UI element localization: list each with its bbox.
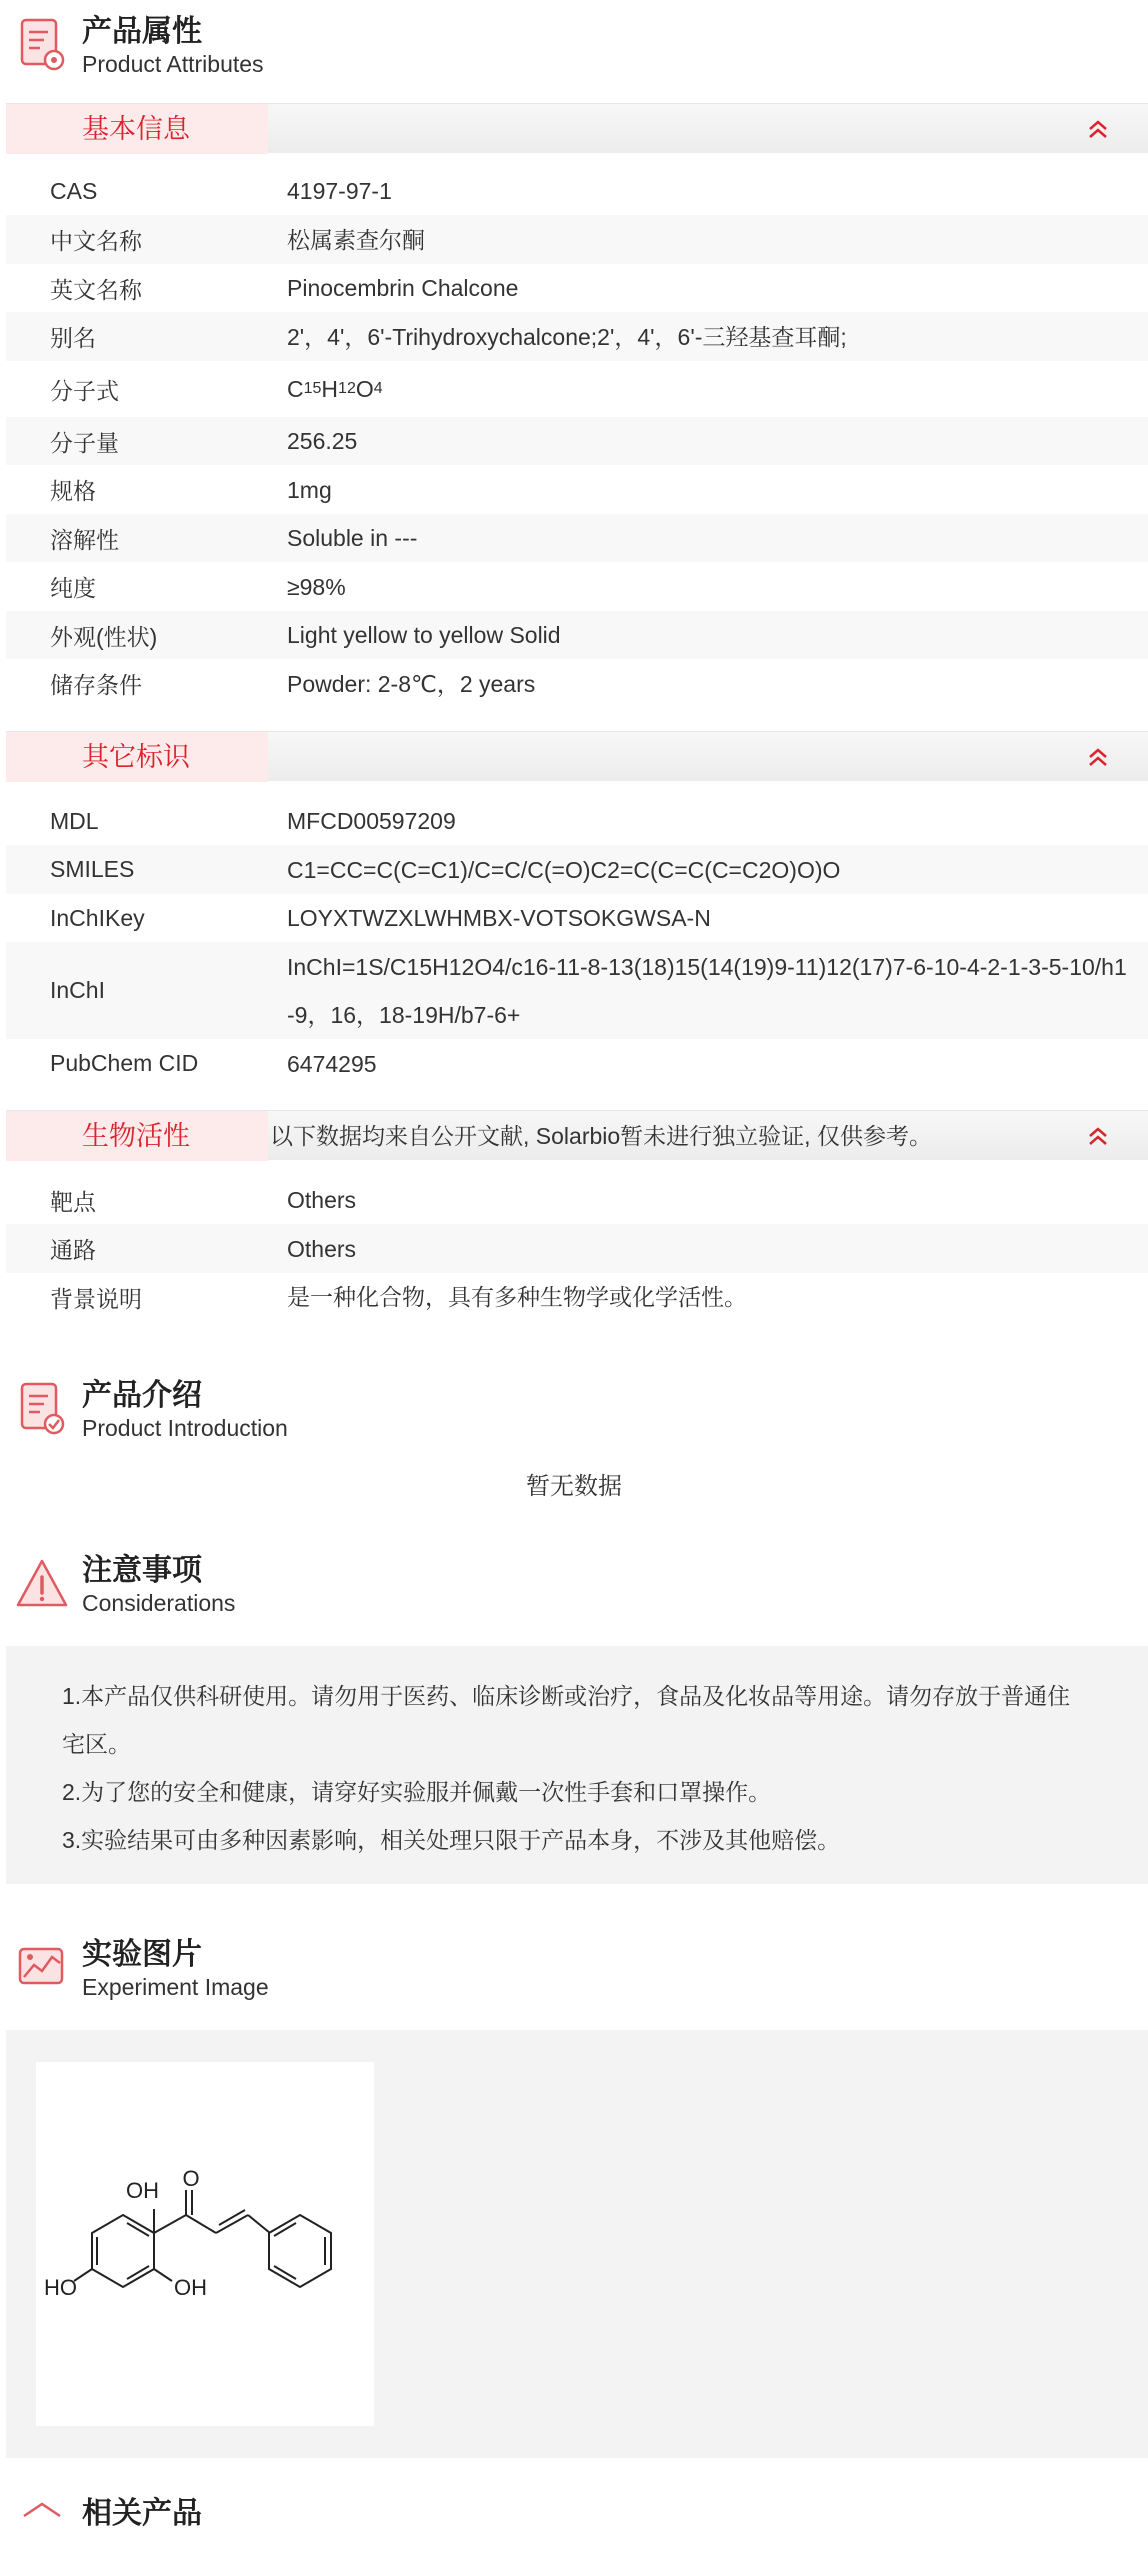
row-value (287, 361, 1128, 417)
row-key: MDL (50, 807, 99, 834)
table-row-solubility (6, 514, 1148, 562)
row-key: 背景说明 (50, 1285, 142, 1312)
table-row-pubchem (6, 1039, 1148, 1088)
experiment-image-area (6, 2030, 1148, 2458)
row-key: SMILES (50, 856, 135, 882)
label-ho: HO (44, 2275, 77, 2300)
table-row-appearance (6, 611, 1148, 659)
bio-activity-bar[interactable] (6, 1110, 1148, 1160)
row-key: 规格 (50, 478, 96, 504)
table-row-english-name (6, 264, 1148, 312)
formula-o-count: 4 (373, 380, 383, 397)
other-id-bar[interactable] (6, 731, 1148, 781)
other-id-label: 其它标识 (6, 732, 268, 782)
row-value: 2'，4'，6'-Trihydroxychalcone;2'，4'，6'-三羟基查耳酮; (287, 323, 847, 350)
table-row-inchi (6, 942, 1148, 1039)
row-value: Light yellow to yellow Solid (287, 622, 561, 648)
section-header-experiment (0, 1927, 1148, 2007)
image-chart-icon (14, 1937, 70, 1997)
basic-info-bar[interactable] (6, 103, 1148, 153)
row-key: InChI (50, 977, 105, 1003)
table-row-target (6, 1176, 1148, 1224)
section-subtitle: Considerations (82, 1590, 236, 1616)
section-header-considerations (0, 1543, 1148, 1623)
section-title: 实验图片 (82, 1938, 202, 1971)
table-row-purity (6, 562, 1148, 611)
row-key: 分子式 (50, 377, 119, 404)
row-key: PubChem CID (50, 1050, 199, 1076)
formula-h-count: 12 (338, 380, 356, 397)
row-value: Others (287, 1187, 357, 1213)
section-subtitle: Experiment Image (82, 1974, 269, 2000)
row-key: 溶解性 (50, 526, 119, 553)
basic-info-label: 基本信息 (6, 104, 268, 154)
related-products-icon (14, 2496, 70, 2556)
section-subtitle: Product Attributes (82, 51, 264, 77)
row-value: Powder: 2-8℃，2 years (287, 670, 536, 697)
row-key: 通路 (50, 1237, 96, 1263)
formula-c: C (287, 376, 304, 402)
row-key: 靶点 (50, 1188, 96, 1215)
row-value: ≥98% (287, 573, 346, 600)
bio-activity-note: 以下数据均来自公开文献, Solarbio暂未进行独立验证, 仅供参考。 (270, 1123, 932, 1149)
table-row-chinese-name (6, 215, 1148, 264)
row-value: 256.25 (287, 428, 358, 454)
list-item: 3.实验结果可由多种因素影响，相关处理只限于产品本身，不涉及其他赔偿。 (62, 1827, 841, 1853)
label-o: O (182, 2166, 200, 2191)
table-row-background (6, 1273, 1148, 1321)
row-key: 分子量 (50, 429, 119, 456)
table-row-cas (6, 167, 1148, 215)
structure-image[interactable] (36, 2062, 374, 2426)
section-title: 注意事项 (82, 1554, 202, 1587)
section-subtitle: Product Introduction (82, 1415, 288, 1441)
row-key: 纯度 (50, 575, 96, 601)
section-header-attributes (0, 4, 1148, 84)
row-key: InChIKey (50, 904, 145, 931)
row-key: 储存条件 (50, 672, 142, 698)
label-oh-top: OH (126, 2178, 159, 2203)
list-item: 2.为了您的安全和健康，请穿好实验服并佩戴一次性手套和口罩操作。 (62, 1779, 772, 1805)
chemical-structure (36, 2062, 374, 2426)
row-value: Soluble in --- (287, 525, 418, 551)
row-key: 别名 (50, 325, 96, 351)
formula-c-count: 15 (303, 380, 322, 397)
table-row-storage (6, 659, 1148, 708)
chevron-double-up-icon[interactable] (1086, 1124, 1110, 1148)
row-value: C1=CC=C(C=C1)/C=C/C(=O)C2=C(C=C(C=C2O)O)O (287, 856, 841, 883)
list-item: 1.本产品仅供科研使用。请勿用于医药、临床诊断或治疗，食品及化妆品等用途。请勿存放于普通住宅区。 (62, 1683, 1071, 1757)
section-title: 相关产品 (82, 2497, 202, 2530)
table-row-spec (6, 465, 1148, 514)
chevron-double-up-icon[interactable] (1086, 745, 1110, 769)
warning-triangle-icon (14, 1553, 70, 1613)
chevron-double-up-icon[interactable] (1086, 117, 1110, 141)
row-key: CAS (50, 177, 98, 204)
section-header-related (0, 2486, 1148, 2566)
considerations-box (6, 1646, 1148, 1884)
table-row-mdl (6, 797, 1148, 845)
row-value: Others (287, 1235, 357, 1262)
row-key: 外观(性状) (50, 623, 158, 650)
label-oh-bottom: OH (174, 2275, 207, 2300)
row-value: 是一种化合物，具有多种生物学或化学活性。 (287, 1284, 747, 1310)
no-data-text: 暂无数据 (526, 1473, 622, 1500)
row-value: 1mg (287, 476, 332, 503)
row-value: MFCD00597209 (287, 808, 456, 834)
row-value: 4197-97-1 (287, 178, 392, 204)
document-gear-icon (14, 14, 70, 74)
row-value: Pinocembrin Chalcone (287, 275, 519, 301)
section-header-intro (0, 1368, 1148, 1448)
row-value: InChI=1S/C15H12O4/c16-11-8-13(18)15(14(19)9-11)12(17)7-6-10-4-2-1-3-5-10/h1-9，16，18-19H/b7-6+ (287, 953, 1127, 1028)
formula-h: H (321, 376, 339, 402)
table-row-alias (6, 312, 1148, 361)
row-value: 松属素查尔酮 (287, 226, 425, 253)
row-key: 英文名称 (50, 276, 142, 303)
table-row-pathway (6, 1224, 1148, 1273)
formula-o: O (355, 376, 374, 402)
table-row-mw (6, 417, 1148, 465)
section-title: 产品介绍 (82, 1379, 202, 1412)
bio-activity-label: 生物活性 (6, 1111, 268, 1161)
table-row-formula (6, 361, 1148, 417)
row-value: LOYXTWZXLWHMBX-VOTSOKGWSA-N (287, 905, 711, 931)
table-row-inchikey (6, 894, 1148, 942)
table-row-smiles (6, 845, 1148, 894)
row-value: 6474295 (287, 1050, 377, 1077)
row-key: 中文名称 (50, 228, 142, 254)
document-check-icon (14, 1378, 70, 1438)
section-title: 产品属性 (82, 15, 202, 48)
